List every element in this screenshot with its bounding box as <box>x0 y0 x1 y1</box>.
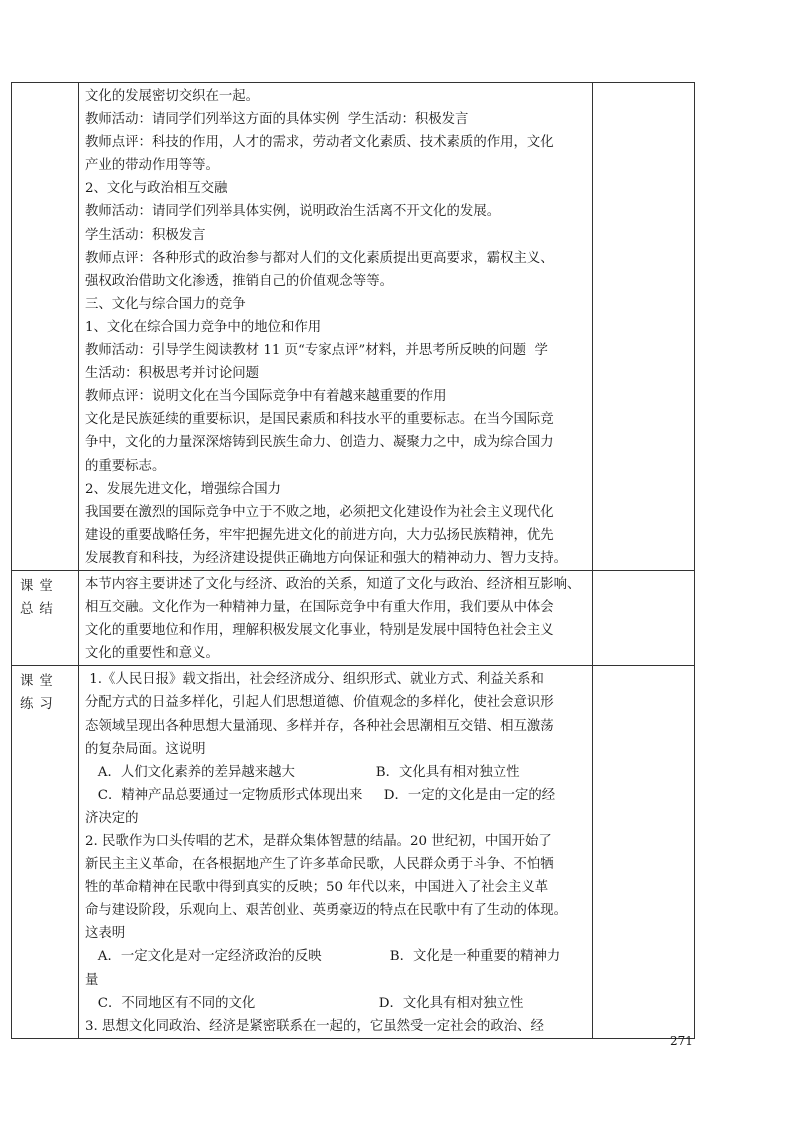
row-label-cell <box>12 570 79 665</box>
text-line: 济决定的 <box>85 810 139 826</box>
text-line: 三、文化与综合国力的竞争 <box>85 296 246 312</box>
table-row-exercises <box>12 666 695 1039</box>
text-line: 教师点评：说明文化在当今国际竞争中有着越来越重要的作用 <box>85 389 447 405</box>
text-line: 文化的重要地位和作用，理解积极发展文化事业，特别是发展中国特色社会主义 <box>85 623 554 639</box>
text-line: 教师活动：请同学们列举这方面的具体实例 学生活动：积极发言 <box>85 112 469 128</box>
text-line: 本节内容主要讲述了文化与经济、政治的关系，知道了文化与政治、经济相互影响、 <box>85 576 581 592</box>
text-line: 教师点评：科技的作用，人才的需求，劳动者文化素质、技术素质的作用，文化 <box>85 135 554 151</box>
text-line: 量 <box>85 972 99 988</box>
text-line: A．人们文化素养的差异越来越大 B．文化具有相对独立性 <box>85 764 520 780</box>
text-line: 这表明 <box>85 926 126 942</box>
table-row-summary <box>12 570 695 665</box>
text-line: 强权政治借助文化渗透，推销自己的价值观念等等。 <box>85 273 393 289</box>
text-line: 争中，文化的力量深深熔铸到民族生命力、创造力、凝聚力之中，成为综合国力 <box>85 435 554 451</box>
row-label-cell <box>12 83 79 571</box>
text-line: 分配方式的日益多样化，引起人们思想道德、价值观念的多样化，使社会意识形 <box>85 695 554 711</box>
row-label-cell <box>12 666 79 1039</box>
text-line: 的重要标志。 <box>85 458 166 474</box>
text-line: 1、文化在综合国力竞争中的地位和作用 <box>85 319 322 335</box>
text-line: C．精神产品总要通过一定物质形式体现出来 D．一定的文化是由一定的经 <box>85 787 556 803</box>
notes-cell <box>593 666 695 1039</box>
text-line: 命与建设阶段，乐观向上、艰苦创业、英勇豪迈的特点在民歌中有了生动的体现。 <box>85 903 568 919</box>
text-line: 文化的发展密切交织在一起。 <box>85 89 260 104</box>
text-line: 态领域呈现出各种思想大量涌现、多样并存，各种社会思潮相互交错、相互激荡 <box>85 718 554 734</box>
text-line: 相互交融。文化作为一种精神力量，在国际竞争中有重大作用，我们要从中体会 <box>85 600 554 616</box>
text-line: 产业的带动作用等等。 <box>85 158 219 174</box>
notes-cell <box>593 570 695 665</box>
text-line: C．不同地区有不同的文化 D．文化具有相对独立性 <box>85 995 524 1011</box>
text-line: A．一定文化是对一定经济政治的反映 B．文化是一种重要的精神力 <box>85 949 561 965</box>
text-line: 生活动：积极思考并讨论问题 <box>85 366 260 382</box>
text-line: 2、发展先进文化，增强综合国力 <box>85 481 281 497</box>
text-line: 学生活动：积极发言 <box>85 227 206 243</box>
row-label: 课堂练习 <box>20 674 59 713</box>
notes-cell <box>593 83 695 571</box>
text-line: 文化是民族延续的重要标识，是国民素质和科技水平的重要标志。在当今国际竞 <box>85 412 554 428</box>
exercises-cell <box>79 666 593 1039</box>
text-line: 2. 民歌作为口头传唱的艺术，是群众集体智慧的结晶。20 世纪初，中国开始了 <box>85 834 552 849</box>
text-line: 的复杂局面。这说明 <box>85 741 206 757</box>
text-line: 新民主主义革命，在各根据地产生了许多革命民歌，人民群众勇于斗争、不怕牺 <box>85 857 554 873</box>
text-line: 文化的重要性和意义。 <box>85 646 219 662</box>
lesson-plan-table <box>11 82 695 1039</box>
text-line: 教师点评：各种形式的政治参与都对人们的文化素质提出更高要求，霸权主义、 <box>85 250 554 266</box>
text-line: 2、文化与政治相互交融 <box>85 181 228 197</box>
text-line: 牲的革命精神在民歌中得到真实的反映；50 年代以来，中国进入了社会主义革 <box>85 880 549 896</box>
page-number: 271 <box>670 1034 693 1048</box>
text-line: 3. 思想文化同政治、经济是紧密联系在一起的，它虽然受一定社会的政治、经 <box>85 1018 544 1034</box>
text-line: 1.《人民日报》载文指出，社会经济成分、组织形式、就业方式、利益关系和 <box>85 672 544 688</box>
table-row-content <box>12 83 695 571</box>
row-label: 课堂总结 <box>20 578 59 618</box>
text-line: 我国要在激烈的国际竞争中立于不败之地，必须把文化建设作为社会主义现代化 <box>85 504 554 520</box>
content-cell <box>79 83 593 571</box>
text-line: 建设的重要战略任务，牢牢把握先进文化的前进方向，大力弘扬民族精神，优先 <box>85 527 554 543</box>
text-line: 教师活动：请同学们列举具体实例，说明政治生活离不开文化的发展。 <box>85 204 501 220</box>
summary-cell <box>79 570 593 665</box>
text-line: 教师活动：引导学生阅读教材 11 页“专家点评”材料，并思考所反映的问题 学 <box>85 343 548 359</box>
text-line: 发展教育和科技，为经济建设提供正确地方向保证和强大的精神动力、智力支持。 <box>85 550 568 566</box>
